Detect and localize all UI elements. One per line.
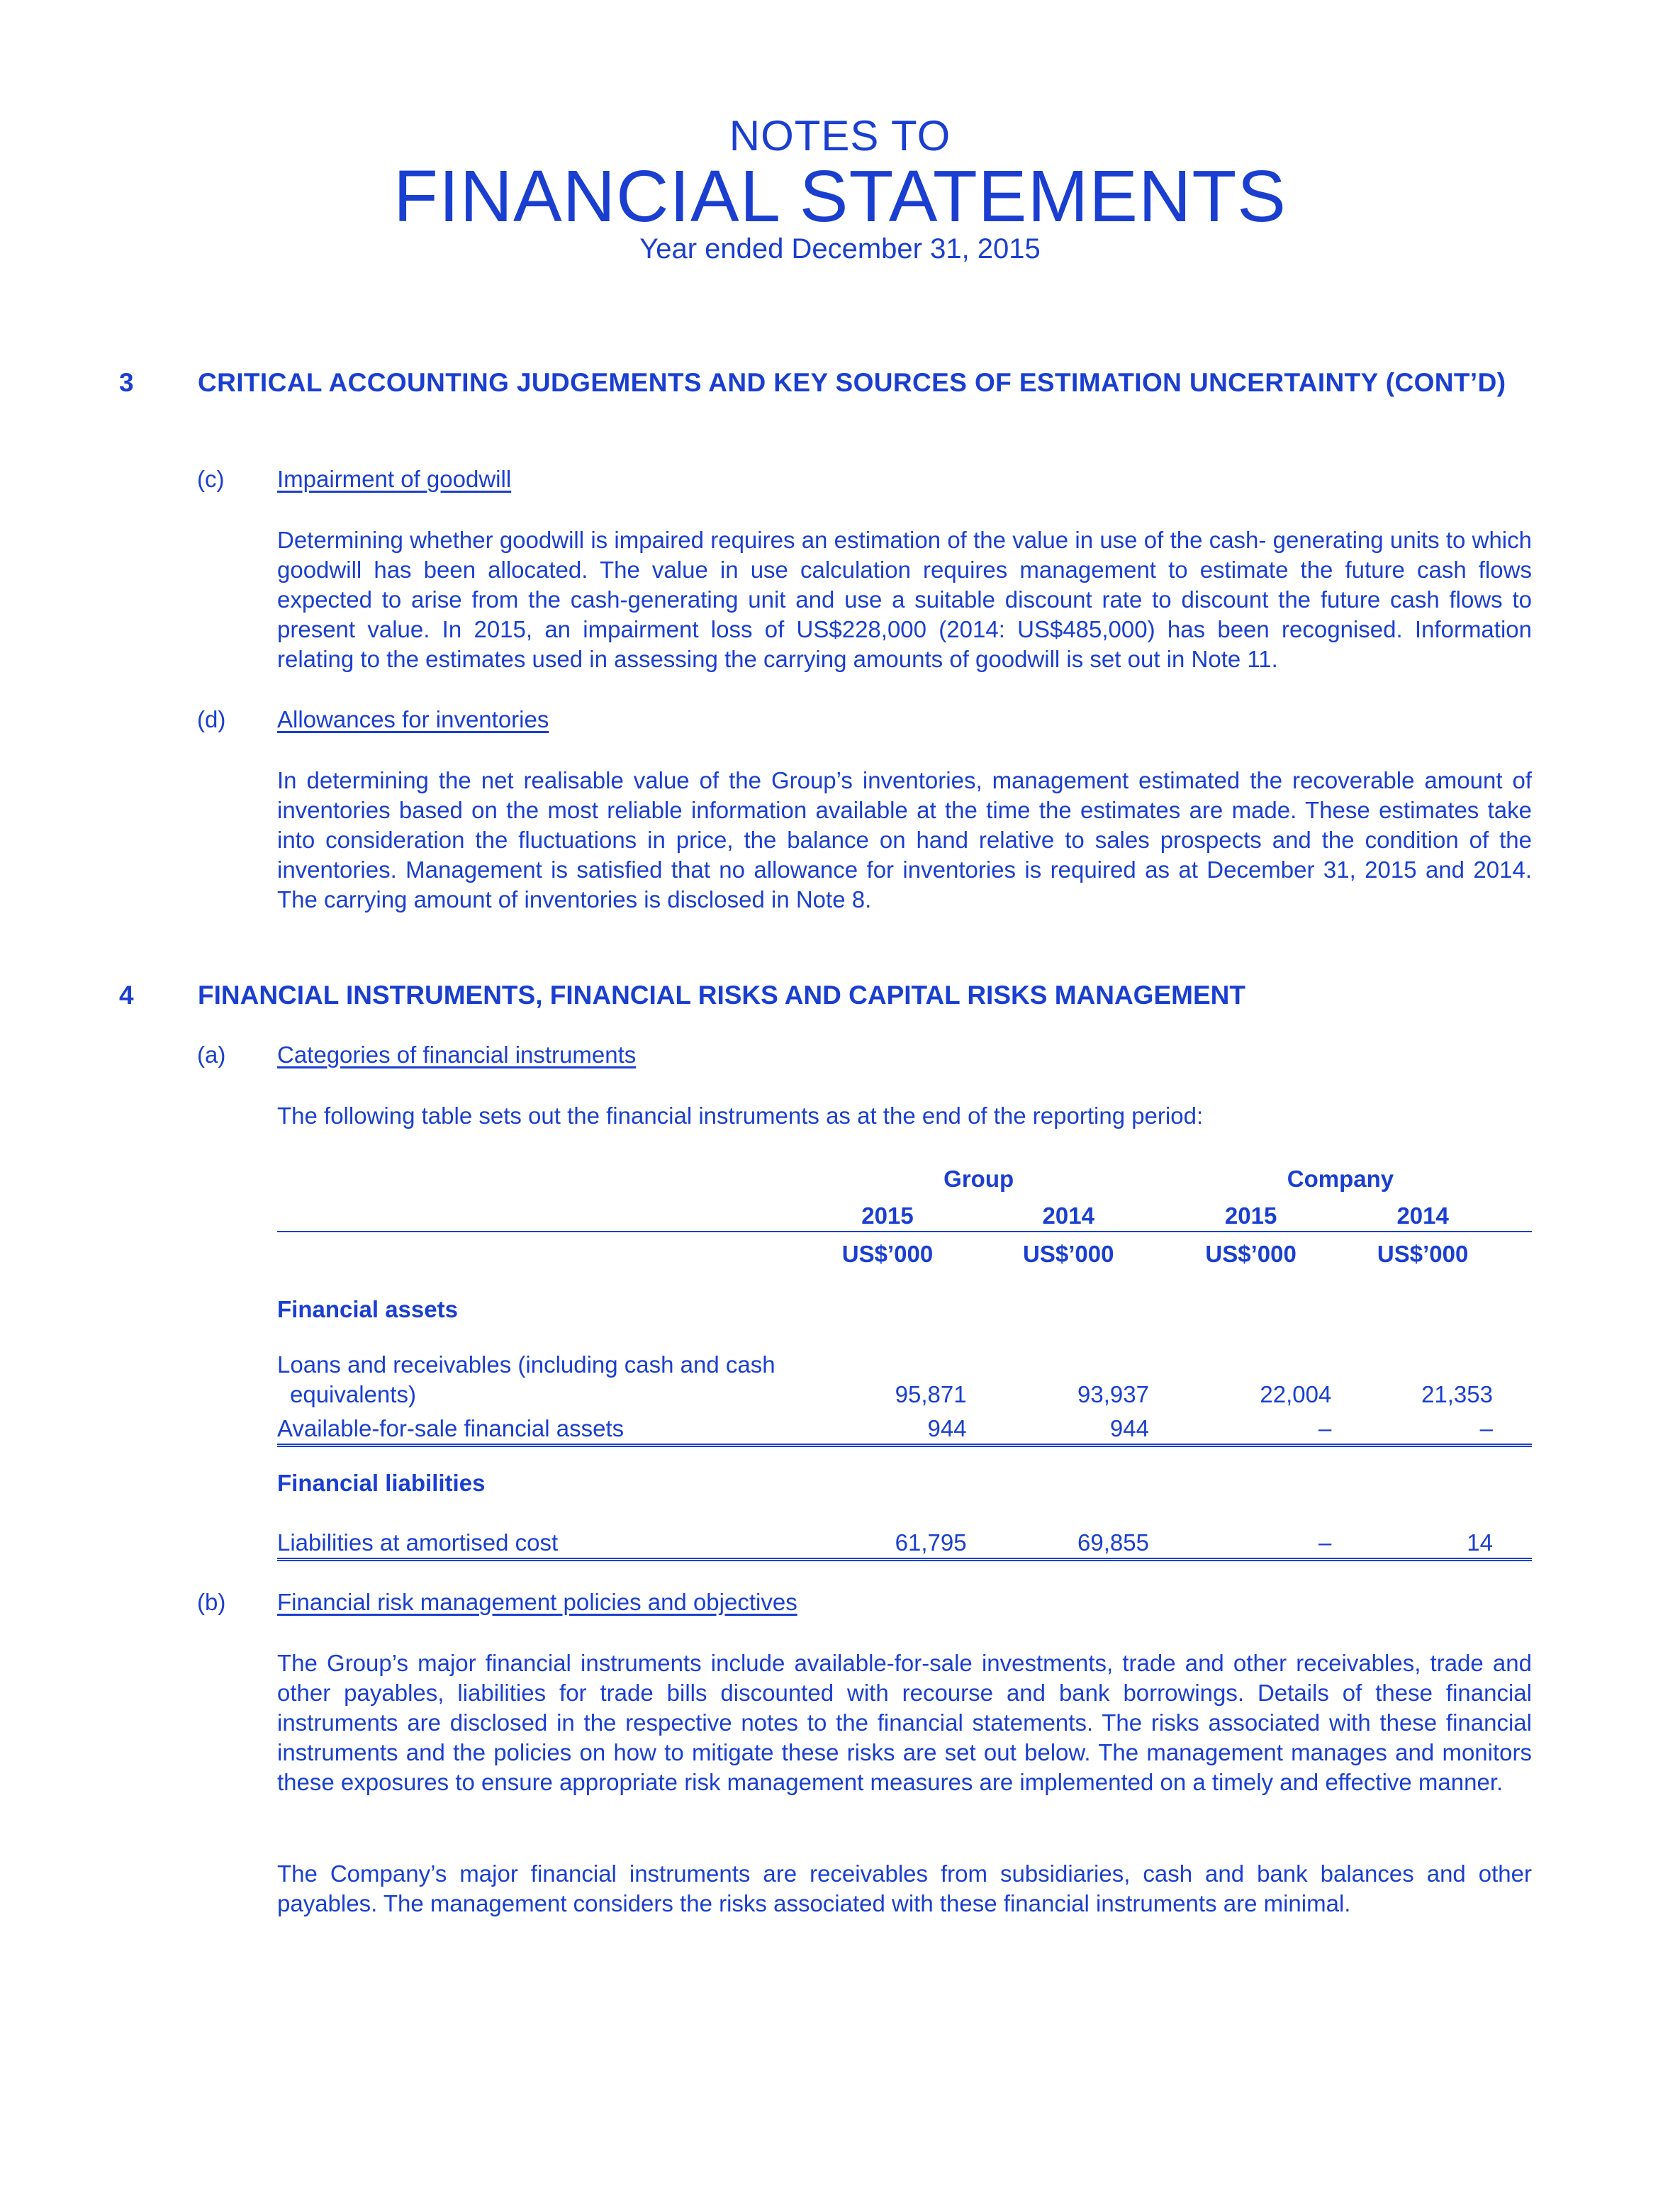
financial-liabilities-heading-row [277,1446,1532,1499]
subsection-a-intro: The following table sets out the financial instruments as at the end of the reporting period: [277,1103,1204,1129]
unit-header: US$’000 [1205,1241,1297,1267]
loans-label-line1: Loans and receivables (including cash and cash [277,1351,775,1378]
subsection-b-title: Financial risk management policies and objectives [277,1589,797,1615]
section-4-title: FINANCIAL INSTRUMENTS, FINANCIAL RISKS AND CAPITAL RISKS MANAGEMENT [198,981,1245,1010]
subsection-a-title: Categories of financial instruments [277,1042,637,1068]
header-financial-statements: FINANCIAL STATEMENTS [393,155,1287,237]
amortised-label: Liabilities at amortised cost [277,1498,808,1560]
table-cell: 69,855 [988,1498,1170,1560]
section-4-number: 4 [119,981,134,1010]
table-row [277,1410,1532,1446]
year-header: 2014 [988,1194,1170,1232]
section-3-title: CRITICAL ACCOUNTING JUDGEMENTS AND KEY SOURCES OF ESTIMATION UNCERTAINTY (CONT’D) [198,368,1506,397]
subsection-d-text: In determining the net realisable value of the Group’s inventories, management estimated the recoverable amount of inventories based on the most reliable information available at the time the estimates are made. These estimates take into consideration the fluctuations in price, the balance on hand relative to sales prospects and the condition of the inventories. Management is satisfied that no allowance for inventories is required as at December 31, 2015 and 2014. The carrying amount of inventories is disclosed in Note 8. [277,767,1532,912]
afs-label: Available-for-sale financial assets [277,1410,808,1446]
header-notes-to: NOTES TO [729,112,951,160]
table-cell: 95,871 [895,1381,967,1407]
table-cell: 944 [988,1410,1170,1446]
financial-assets-heading-row [277,1269,1532,1324]
financial-liabilities-heading: Financial liabilities [277,1470,486,1496]
table-cell: – [1353,1410,1532,1446]
subsection-d-title: Allowances for inventories [277,706,549,732]
group-header: Group [943,1166,1014,1192]
year-header: 2015 [808,1194,987,1232]
table-cell: 21,353 [1421,1381,1493,1407]
header-year-ended: Year ended December 31, 2015 [639,233,1041,264]
subsection-b-letter: (b) [197,1589,226,1615]
table-unit-row [277,1232,1532,1269]
subsection-a-letter: (a) [197,1042,226,1068]
table-cell: 944 [808,1410,987,1446]
subsection-c-letter: (c) [197,466,225,492]
table-year-row [277,1194,1532,1232]
table-cell: – [1170,1410,1353,1446]
table-cell: 93,937 [1077,1381,1149,1407]
company-header: Company [1287,1166,1394,1192]
table-cell: – [1170,1498,1353,1560]
unit-header: US$’000 [841,1241,934,1267]
table-row [277,1380,1532,1410]
section-3-number: 3 [119,368,134,397]
unit-header: US$’000 [1023,1241,1114,1267]
table-cell: 14 [1353,1498,1532,1560]
subsection-b-text-2: The Company’s major financial instruments are receivables from subsidiaries, cash and bank balances and other payables. The management considers the risks associated with these financial instruments are minimal. [277,1860,1532,1916]
unit-header: US$’000 [1377,1241,1469,1267]
subsection-b-text-1: The Group’s major financial instruments include available-for-sale investments, trade and other receivables, trade and other payables, liabilities for trade bills discounted with recourse and bank borrowings. Details of these financial instruments are disclosed in the respective notes to the financial statements. The risks associated with these financial instruments and the policies on how to mitigate these risks are set out below. The management manages and monitors these exposures to ensure appropriate risk management measures are implemented on a timely and effective manner. [277,1650,1532,1795]
table-row [277,1498,1532,1560]
subsection-c-text: Determining whether goodwill is impaired requires an estimation of the value in use of the cash- generating units to which goodwill has been allocated. The value in use calculation requires management to estimate the future cash flows expected to arise from the cash-generating unit and use a suitable discount rate to discount the future cash flows to present value. In 2015, an impairment loss of US$228,000 (2014: US$485,000) has been recognised. Information relating to the estimates used in assessing the carrying amounts of goodwill is set out in Note 11. [277,527,1532,672]
loans-label-line2: equivalents) [290,1381,416,1407]
table-row [277,1324,1532,1380]
table-cell: 61,795 [808,1498,987,1560]
financial-instruments-table [277,1164,1532,1561]
year-header: 2014 [1353,1194,1532,1232]
subsection-d-letter: (d) [197,706,226,732]
financial-assets-heading: Financial assets [277,1296,458,1322]
year-header: 2015 [1170,1194,1353,1232]
table-group-header-row [277,1164,1532,1194]
subsection-c-title: Impairment of goodwill [277,466,512,492]
table-cell: 22,004 [1260,1381,1332,1407]
